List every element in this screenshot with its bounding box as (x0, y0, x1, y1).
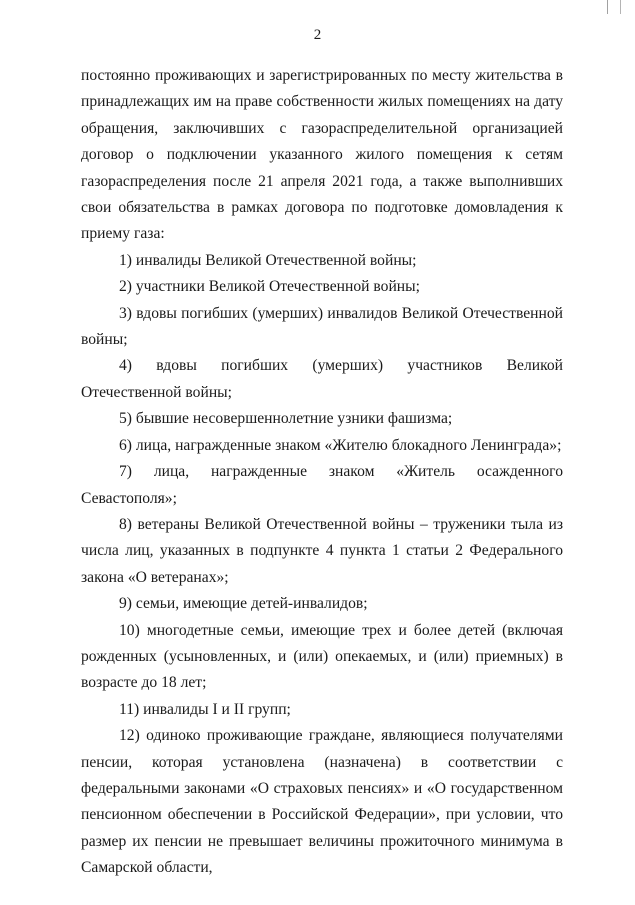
list-item-2: 2) участники Великой Отечественной войны; (119, 278, 420, 296)
list-item-5: 5) бывшие несовершеннолетние узники фашизма; (119, 410, 453, 428)
list-item-6: 6) лица, награжденные знаком «Жителю блокадного Ленинграда»; (119, 436, 562, 454)
scan-edge-mark (607, 0, 621, 14)
list-item-4: 4) вдовы погибших (умерших) участников Великой Отечественной войны; (81, 357, 563, 401)
page-number: 2 (313, 27, 322, 43)
document-body (81, 63, 563, 882)
list-item-8: 8) ветераны Великой Отечественной войны – труженики тыла из числа лиц, указанных в подпункте 4 пункта 1 статьи 2 Федерального закона «О ветеранах»; (81, 515, 563, 586)
list-item-3: 3) вдовы погибших (умерших) инвалидов Великой Отечественной войны; (81, 304, 563, 349)
intro-paragraph: постоянно проживающих и зарегистрированных по месту жительства в принадлежащих им на праве собственности жилых помещениях на дату обращения, заключивших с газораспределительной организацией договор о подключении указанного жилого помещения к сетям газораспределения после 21 апреля 2021 года, а также выполнивших свои обязательства в рамках договора по подготовке домовладения к приему газа: (81, 67, 563, 243)
list-item-1: 1) инвалиды Великой Отечественной войны; (119, 251, 417, 269)
list-item-10: 10) многодетные семьи, имеющие трех и более детей (включая рожденных (усыновленных, и (или) опекаемых, и (или) приемных) в возрасте до 18 лет; (81, 621, 563, 692)
list-item-12: 12) одиноко проживающие граждане, являющиеся получателями пенсии, которая установлена (назначена) в соответствии с федеральными законами «О страховых пенсиях» и «О государственном пенсионном обеспечении в Российской Федерации», при условии, что размер их пенсии не превышает величины прожиточного минимума в Самарской области, (81, 727, 563, 877)
list-item-7: 7) лица, награжденные знаком «Житель осажденного Севастополя»; (81, 463, 563, 507)
list-item-9: 9) семьи, имеющие детей-инвалидов; (119, 595, 368, 613)
list-item-11: 11) инвалиды I и II групп; (119, 700, 291, 718)
